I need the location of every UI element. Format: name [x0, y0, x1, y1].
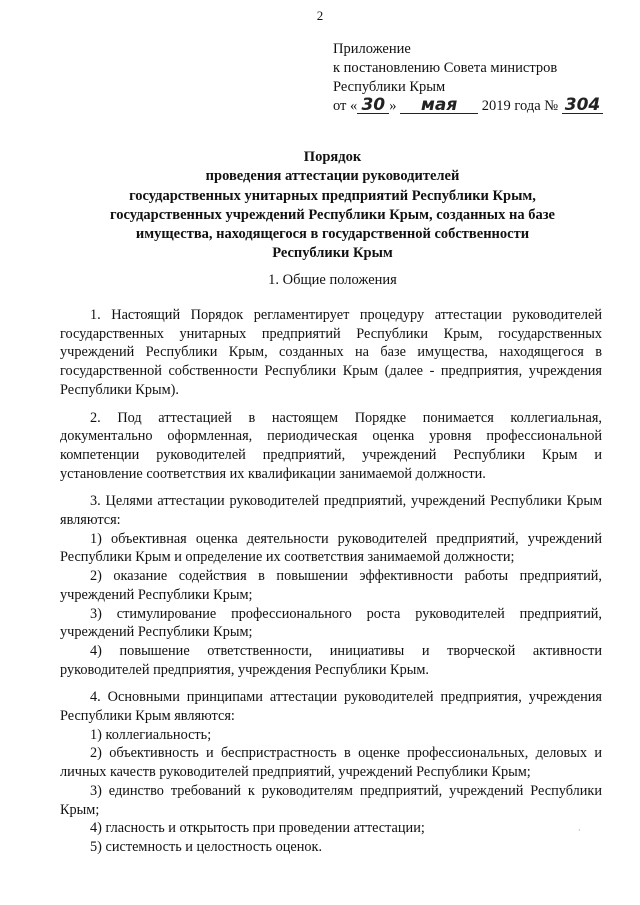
- paragraph-1: 1. Настоящий Порядок регламентирует процедуру аттестации руководителей государственных унитарных предприятий Республики Крым, государственных учреждений Республики Крым, созданных на базе имущества, находящегося в государственной собственности Республики Крым (далее - предприятия, учреждения Республики Крым).: [60, 307, 602, 398]
- title-line: имущества, находящегося в государственной собственности: [135, 226, 530, 243]
- list-item: 3) единство требований к руководителям предприятий, учреждений Республики Крым;: [60, 782, 602, 818]
- list-item: 4) гласность и открытость при проведении аттестации;: [90, 820, 425, 837]
- handwritten-number: 304: [562, 97, 604, 114]
- section-heading: 1. Общие положения: [268, 272, 397, 288]
- list-item: 2) оказание содействия в повышении эффективности работы предприятий, учреждений Республики Крым;: [60, 568, 602, 603]
- list-item: 1) коллегиальность;: [90, 726, 212, 743]
- paragraph-3: 3. Целями аттестации руководителей предприятий, учреждений Республики Крым являются:: [60, 493, 602, 529]
- title-line: проведения аттестации руководителей: [205, 168, 460, 185]
- appendix-line: Республики Крым: [333, 79, 446, 95]
- document-body: [60, 306, 602, 857]
- list-item: 4) повышение ответственности, инициативы и творческой активности руководителей предприятия, учреждения Республики Крым.: [60, 642, 602, 678]
- title-line: государственных унитарных предприятий Республики Крым,: [129, 187, 536, 204]
- date-year-text: 2019 года №: [481, 98, 559, 114]
- list-item: 2) объективность и беспристрастность в оценке профессиональных, деловых и личных качеств руководителей предприятий, учреждений Республики Крым;: [60, 745, 602, 781]
- paragraph-4: 4. Основными принципами аттестации руководителей предприятия, учреждения Республики Крым являются:: [60, 689, 602, 725]
- handwritten-day: 30: [357, 97, 389, 114]
- handwritten-month: мая: [400, 97, 478, 114]
- list-item: 3) стимулирование профессионального роста руководителей предприятий, учреждений Республики Крым;: [60, 605, 602, 641]
- document-title: [60, 148, 605, 264]
- list-item: 1) объективная оценка деятельности руководителей предприятий, учреждений Республики Крым и определение их соответствия занимаемой должности;: [60, 530, 602, 566]
- date-prefix: от «: [333, 98, 358, 114]
- page-number: 2: [316, 8, 324, 23]
- appendix-date-line: [333, 97, 603, 116]
- appendix-block: [333, 40, 603, 116]
- scan-dot-mark: ·: [578, 826, 581, 835]
- title-line: государственных учреждений Республики Крым, созданных на базе: [110, 206, 555, 223]
- appendix-line: Приложение: [333, 41, 411, 57]
- title-line: Порядок: [303, 149, 362, 165]
- date-close-quote: »: [389, 98, 397, 114]
- title-line: Республики Крым: [272, 245, 393, 262]
- appendix-line: к постановлению Совета министров: [333, 60, 558, 76]
- list-item: 5) системность и целостность оценок.: [90, 838, 323, 855]
- paragraph-2: 2. Под аттестацией в настоящем Порядке понимается коллегиальная, документально оформленная, периодическая оценка уровня профессиональной компетенции руководителей предприятий, учреждений Республики Крым и установление соответствия их квалификации занимаемой должности.: [60, 409, 602, 482]
